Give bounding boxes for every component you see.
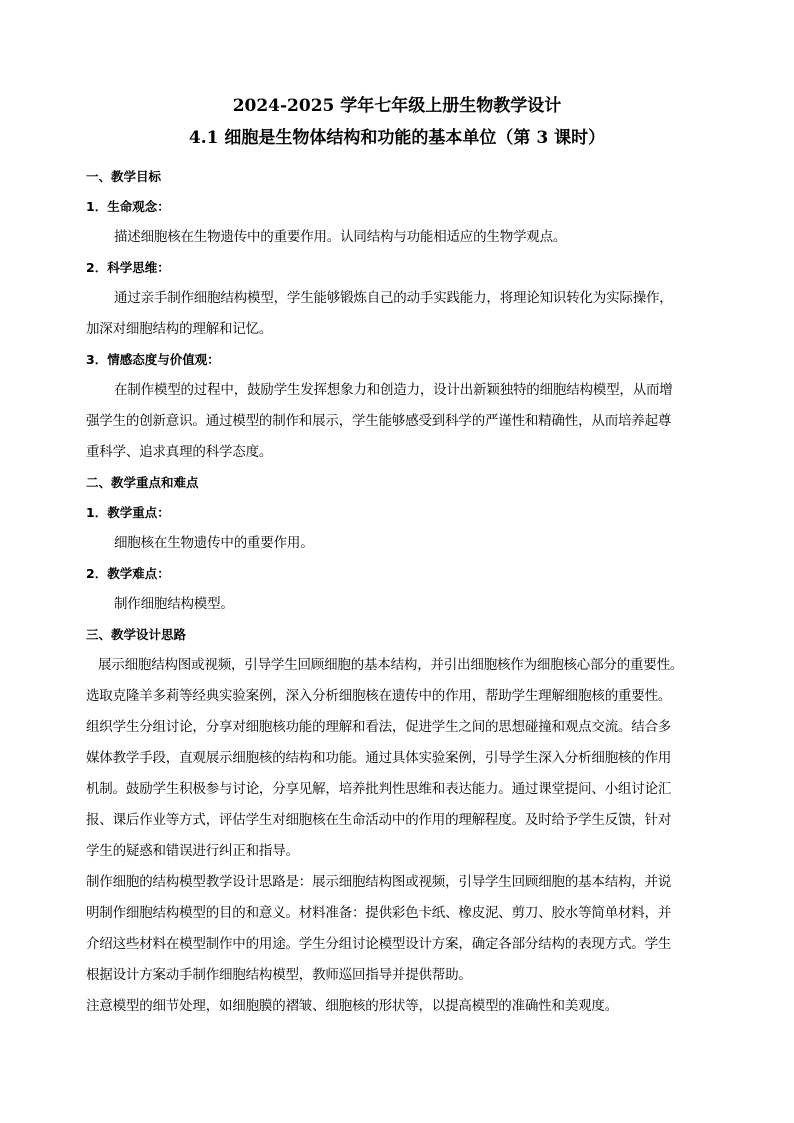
paragraph-line: 介绍这些材料在模型制作中的用途。学生分组讨论模型设计方案，确定各部分结构的表现方式。学生 [86,936,672,952]
paragraph-line: 通过亲手制作细胞结构模型，学生能够锻炼自己的动手实践能力，将理论知识转化为实际操作， [114,290,673,306]
paragraph-line: 明制作细胞结构模型的目的和意义。材料准备：提供彩色卡纸、橡皮泥、剪刀、胶水等简单材料，并 [86,905,672,921]
paragraph-line: 学生的疑惑和错误进行纠正和指导。 [86,843,299,859]
paragraph-line: 制作细胞的结构模型教学设计思路是：展示细胞结构图或视频，引导学生回顾细胞的基本结构，并说 [86,874,672,890]
subheading-scientific-thinking: 2．科学思维： [86,260,170,275]
subheading-life-concept: 1．生命观念： [86,199,170,214]
subheading-key-point: 1．教学重点： [86,505,170,520]
subheading-attitude-values: 3．情感态度与价值观： [86,352,220,367]
paragraph-line: 描述细胞核在生物遗传中的重要作用。认同结构与功能相适应的生物学观点。 [114,229,567,245]
section-heading-design-ideas: 三、教学设计思路 [86,627,187,642]
paragraph-line: 选取克隆羊多莉等经典实验案例，深入分析细胞核在遗传中的作用，帮助学生理解细胞核的重要性。 [86,688,672,704]
paragraph-line: 报、课后作业等方式，评估学生对细胞核在生命活动中的作用的理解程度。及时给予学生反馈，针对 [86,812,672,828]
paragraph-line: 强学生的创新意识。通过模型的制作和展示，学生能够感受到科学的严谨性和精确性，从而培养起尊 [86,413,672,429]
paragraph-line: 重科学、追求真理的科学态度。 [86,444,273,460]
section-heading-key-points: 二、教学重点和难点 [86,475,199,490]
document-subtitle: 4.1 细胞是生物体结构和功能的基本单位（第 3 课时） [188,128,606,148]
section-heading-objectives: 一、教学目标 [86,169,162,184]
paragraph-line: 制作细胞结构模型。 [114,596,234,612]
paragraph-line: 根据设计方案动手制作细胞结构模型，教师巡回指导并提供帮助。 [86,967,472,983]
paragraph-line: 媒体教学手段，直观展示细胞核的结构和功能。通过具体实验案例，引导学生深入分析细胞核的作用 [86,750,672,766]
paragraph-line: 机制。鼓励学生积极参与讨论，分享见解，培养批判性思维和表达能力。通过课堂提问、小组讨论汇 [86,781,672,797]
paragraph-line: 加深对细胞结构的理解和记忆。 [86,321,273,337]
subheading-difficulty: 2．教学难点： [86,566,170,581]
paragraph-line: 组织学生分组讨论，分享对细胞核功能的理解和看法，促进学生之间的思想碰撞和观点交流。结合多 [86,719,672,735]
paragraph-line: 展示细胞结构图或视频，引导学生回顾细胞的基本结构，并引出细胞核作为细胞核心部分的重要性。 [98,657,684,673]
paragraph-line: 在制作模型的过程中，鼓励学生发挥想象力和创造力，设计出新颖独特的细胞结构模型，从而增 [114,382,673,398]
paragraph-line: 细胞核在生物遗传中的重要作用。 [114,535,314,551]
document-title: 2024-2025 学年七年级上册生物教学设计 [232,96,562,116]
paragraph-line: 注意模型的细节处理，如细胞膜的褶皱、细胞核的形状等，以提高模型的准确性和美观度。 [86,998,618,1014]
